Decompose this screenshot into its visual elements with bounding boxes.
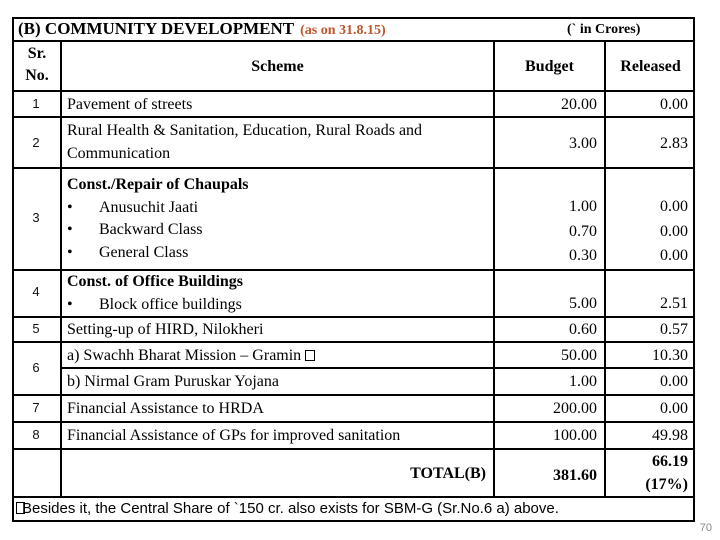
scheme-line: Rural Health & Sanitation, Education, Rural Roads and — [67, 122, 423, 139]
scheme-name: Financial Assistance to HRDA — [67, 400, 264, 417]
released-value: 0.00 — [660, 247, 688, 264]
scheme-name: Const. of Office Buildings — [67, 273, 244, 290]
budget-value: 1.00 — [569, 198, 597, 215]
header-sr-line1: Sr. — [27, 45, 47, 62]
scheme-name — [67, 345, 315, 368]
list-item — [67, 197, 249, 220]
item-label: General Class — [99, 243, 189, 261]
sr-no: 6 — [32, 360, 40, 375]
total-budget: 381.60 — [553, 467, 597, 484]
title-date: (as on 31.8.15) — [300, 23, 386, 38]
released-values — [606, 195, 688, 269]
released-value: 49.98 — [652, 427, 688, 444]
divider — [12, 167, 695, 169]
title-main: (B) COMMUNITY DEVELOPMENT — [18, 19, 295, 38]
sr-no: 4 — [32, 284, 40, 299]
header-sr-no — [14, 43, 60, 87]
divider — [12, 496, 695, 498]
bullet-icon: • — [67, 221, 73, 238]
divider — [12, 90, 695, 92]
sr-no: 3 — [32, 210, 40, 225]
released-value: 0.00 — [660, 373, 688, 390]
divider — [12, 448, 695, 450]
sr-no: 7 — [32, 400, 40, 415]
budget-value: 0.70 — [569, 222, 597, 240]
table-title — [18, 19, 386, 39]
sr-no: 8 — [32, 427, 40, 442]
budget-values — [495, 195, 597, 269]
footnote — [16, 500, 559, 517]
released-value: 0.00 — [660, 400, 688, 417]
released-value: 0.00 — [660, 198, 688, 215]
item-label: Anusuchit Jaati — [99, 198, 199, 216]
budget-value: 0.30 — [569, 247, 597, 264]
sr-no: 1 — [32, 96, 40, 111]
list-item — [67, 294, 243, 317]
divider — [12, 316, 695, 318]
scheme-name: Const./Repair of Chaupals — [67, 176, 249, 193]
header-sr-line2: No. — [25, 67, 49, 84]
bullet-icon: • — [67, 295, 73, 313]
divider — [12, 421, 695, 423]
scheme-name: Financial Assistance of GPs for improved sanitation — [67, 427, 401, 444]
bullet-icon: • — [67, 243, 73, 261]
bullet-icon: • — [67, 198, 73, 216]
scheme-group — [67, 271, 243, 316]
released-value: 2.83 — [660, 135, 688, 152]
released-value: 0.00 — [660, 222, 688, 240]
header-released: Released — [620, 58, 681, 75]
budget-value: 3.00 — [569, 135, 597, 152]
budget-value: 50.00 — [561, 347, 597, 364]
footnote-text: Besides it, the Central Share of `150 cr. also exists for SBM-G (Sr.No.6 a) above. — [22, 500, 559, 517]
units-label: (` in Crores) — [567, 22, 641, 37]
scheme-name: Setting-up of HIRD, Nilokheri — [67, 321, 264, 338]
released-value: 0.57 — [660, 321, 688, 338]
scheme-name: b) Nirmal Gram Puruskar Yojana — [67, 373, 279, 390]
budget-value: 100.00 — [553, 427, 597, 444]
sr-no: 2 — [32, 135, 40, 150]
released-value: 10.30 — [652, 347, 688, 364]
header-budget: Budget — [525, 58, 574, 75]
budget-value: 0.60 — [569, 321, 597, 338]
scheme-line: Communication — [67, 144, 171, 162]
missing-glyph-icon — [305, 350, 315, 361]
budget-value: 200.00 — [553, 400, 597, 417]
header-scheme: Scheme — [251, 58, 304, 75]
scheme-group — [67, 174, 249, 264]
released-value: 2.51 — [660, 295, 688, 312]
divider — [12, 40, 695, 42]
budget-value: 1.00 — [569, 373, 597, 390]
total-released-percent: (17%) — [645, 475, 688, 493]
list-item — [67, 219, 249, 242]
divider — [12, 394, 695, 396]
total-released — [606, 451, 688, 496]
sub-scheme-label: a) Swachh Bharat Mission – Gramin — [67, 347, 302, 364]
total-released-value: 66.19 — [652, 453, 688, 470]
item-label: Block office buildings — [99, 295, 242, 313]
released-value: 0.00 — [660, 96, 688, 113]
divider — [60, 40, 62, 497]
budget-value: 5.00 — [569, 295, 597, 312]
item-label: Backward Class — [99, 221, 203, 238]
sr-no: 5 — [32, 321, 40, 336]
scheme-name: Pavement of streets — [67, 96, 193, 113]
total-label: TOTAL(B) — [410, 465, 486, 482]
scheme-name — [67, 120, 422, 165]
budget-value: 20.00 — [561, 96, 597, 113]
list-item — [67, 242, 249, 265]
page-number: 70 — [699, 522, 712, 534]
